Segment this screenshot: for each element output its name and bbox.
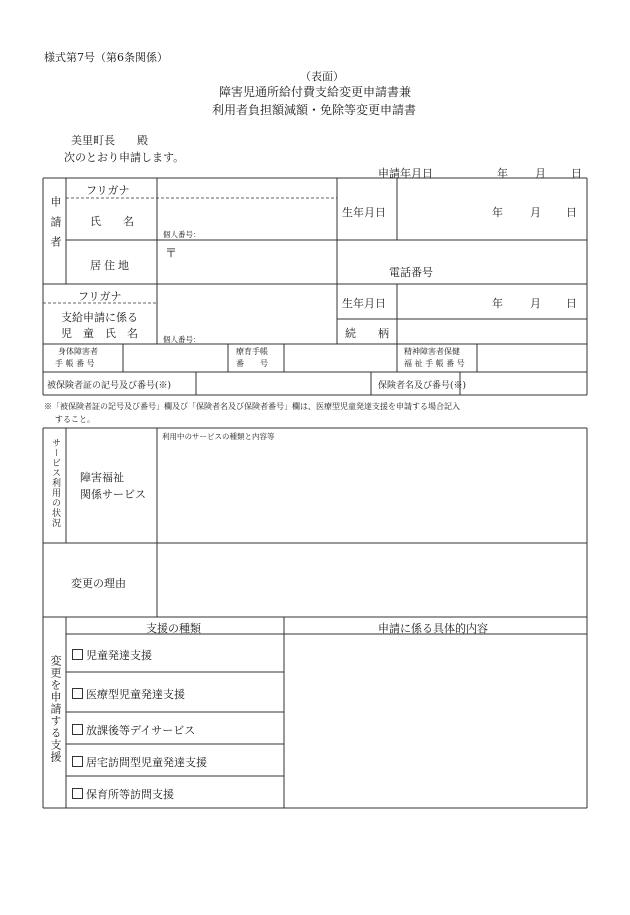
note-line2: すること。 <box>55 415 95 424</box>
service-label-line1: 障害福祉 <box>80 471 124 484</box>
support-option-label: 保育所等訪問支援 <box>86 788 174 801</box>
support-option-nursery-visit-support[interactable] <box>72 786 174 802</box>
checkbox[interactable] <box>72 788 83 799</box>
mental-disability-label-line1: 精神障害者保健 <box>404 347 460 356</box>
applicant-birth-month: 月 <box>530 206 541 219</box>
support-type-header: 支援の種類 <box>146 622 201 635</box>
date-month-label: 月 <box>535 167 546 180</box>
child-name-label-line1: 支給申請に係る <box>61 311 138 324</box>
rehab-notebook-label-line1: 療育手帳 <box>236 347 268 356</box>
support-option-label: 医療型児童発達支援 <box>86 688 185 701</box>
note-line1: ※「被保険者証の記号及び番号」欄及び「保険者名及び保険者番号」欄は、医療型児童発達支援を申請する場合記入 <box>44 402 460 411</box>
form-title-line1: 障害児通所給付費支給変更申請書兼 <box>219 85 412 99</box>
addressee: 美里町長 殿 <box>71 134 148 147</box>
checkbox[interactable] <box>72 649 83 660</box>
applicant-section-label: 申請者 <box>49 196 62 256</box>
applicant-name-label: 氏 名 <box>90 215 134 228</box>
support-option-after-school-day-service[interactable] <box>72 722 195 738</box>
service-label-line2: 関係サービス <box>80 488 146 501</box>
physical-disability-label-line2: 手 帳 番 号 <box>55 359 95 368</box>
applicant-birth-day: 日 <box>566 206 577 219</box>
checkbox[interactable] <box>72 756 83 767</box>
checkbox[interactable] <box>72 724 83 735</box>
change-section-label: 変更を申請する支援 <box>49 655 62 763</box>
support-option-medical-child-development[interactable] <box>72 686 185 702</box>
insurer-label: 保険者名及び番号(※) <box>378 381 467 391</box>
applicant-birth-year: 年 <box>492 206 503 219</box>
child-individual-number-label: 個人番号： <box>163 335 201 344</box>
child-relationship-label: 続 柄 <box>345 327 389 340</box>
checkbox[interactable] <box>72 688 83 699</box>
service-content-label: 利用中のサービスの種類と内容等 <box>162 432 275 441</box>
support-option-label: 児童発達支援 <box>86 649 152 662</box>
physical-disability-label-line1: 身体障害者 <box>58 347 98 356</box>
mental-disability-label-line2: 福 祉 手 帳 番 号 <box>404 359 465 368</box>
rehab-notebook-label-line2: 番 号 <box>236 359 268 368</box>
applicant-phone-label: 電話番号 <box>389 266 433 279</box>
child-birth-month: 月 <box>530 297 541 310</box>
child-birth-date-label: 生年月日 <box>342 297 386 310</box>
support-option-child-development[interactable] <box>72 647 152 663</box>
reason-label: 変更の理由 <box>71 577 126 590</box>
support-option-label: 放課後等デイサービス <box>86 724 196 737</box>
form-number: 様式第7号（第6条関係） <box>44 51 168 64</box>
applicant-furigana-label: フリガナ <box>86 184 130 197</box>
applicant-address-label: 居住地 <box>90 259 132 272</box>
child-furigana-label: フリガナ <box>78 290 122 303</box>
application-date-label: 申請年月日 <box>378 167 433 180</box>
support-option-home-visit-child-development[interactable] <box>72 754 207 770</box>
support-option-label: 居宅訪問型児童発達支援 <box>86 756 207 769</box>
child-birth-day: 日 <box>566 297 577 310</box>
form-side: （表面） <box>300 70 344 83</box>
applicant-individual-number-label: 個人番号： <box>163 230 201 239</box>
child-birth-year: 年 <box>492 297 503 310</box>
applicant-birth-date-label: 生年月日 <box>342 206 386 219</box>
date-day-label: 日 <box>571 167 582 180</box>
postal-mark: 〒 <box>165 246 178 260</box>
support-detail-header: 申請に係る具体的内容 <box>378 622 488 635</box>
form-title-line2: 利用者負担額減額・免除等変更申請書 <box>212 103 417 117</box>
intro-text: 次のとおり申請します。 <box>64 151 185 164</box>
child-name-label-line2: 児 童 氏 名 <box>61 327 138 340</box>
service-section-label: サービス利用の状況 <box>50 438 60 528</box>
date-year-label: 年 <box>497 167 508 180</box>
insured-card-label: 被保険者証の記号及び番号(※) <box>47 381 172 391</box>
